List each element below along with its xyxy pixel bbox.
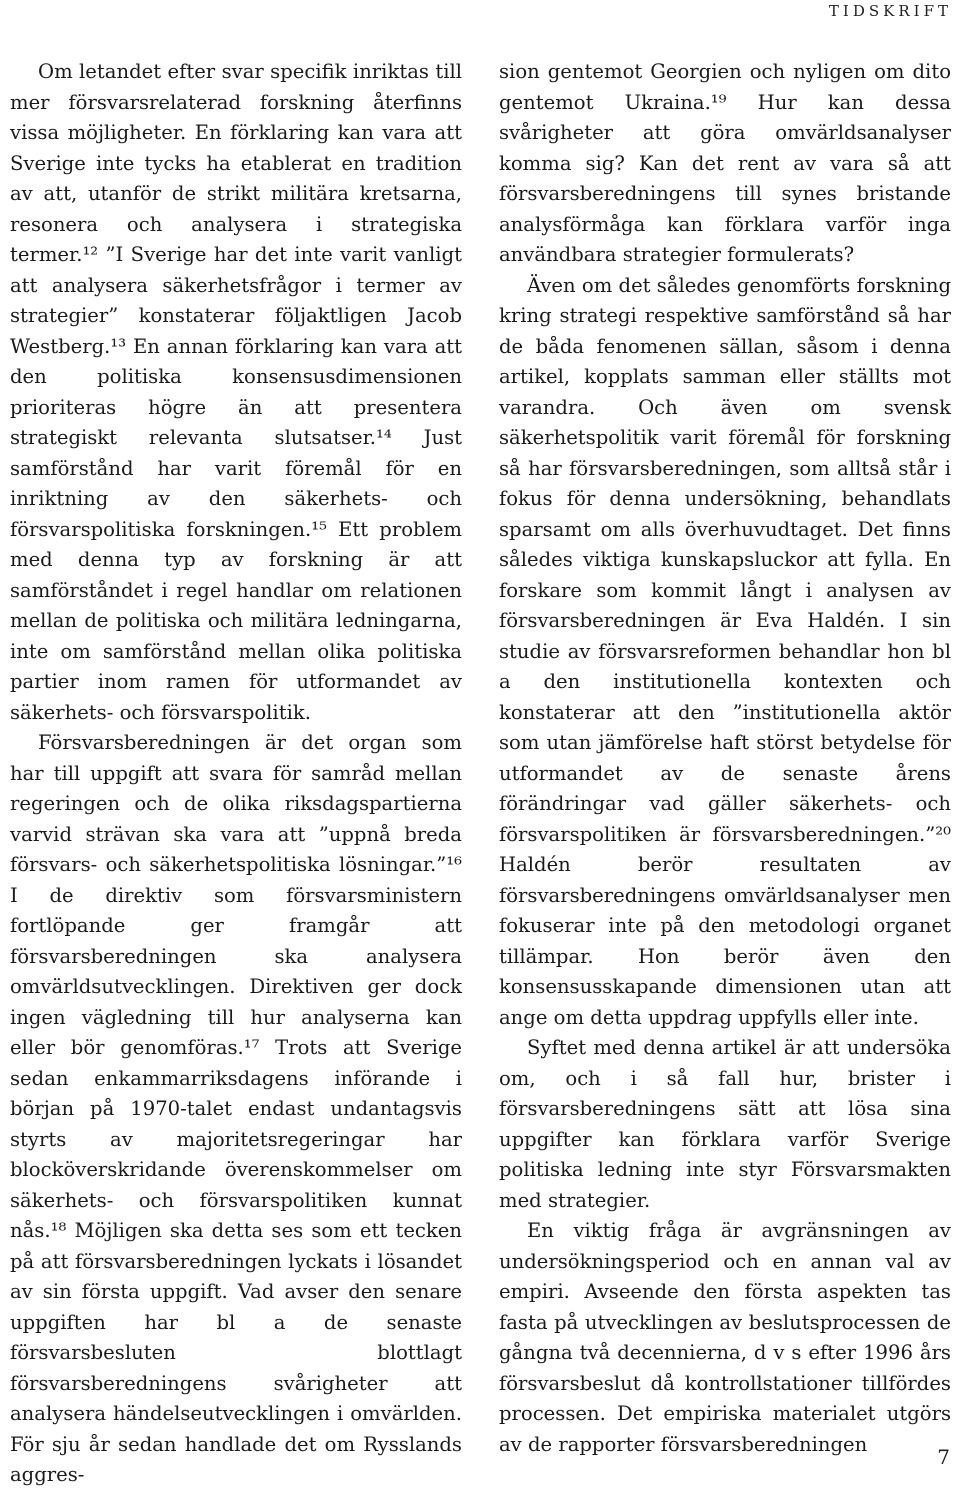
page-number: 7 [937,1445,950,1469]
right-column [499,57,951,1460]
running-header: TIDSKRIFT [828,2,952,20]
paragraph: Även om det således genomförts forskning kring strategi respektive samförstånd så har de båda fenomenen sällan, såsom i denna artikel, kopplats samman eller ställts mot varandra. Och även om svensk säkerhetspolitik varit föremål för forskning så har försvarsberedningen, som alltså står i fokus för denna undersökning, behandlats sparsamt om alls överhuvudtaget. Det finns således viktiga kunskapsluckor att fylla. En forskare som kommit långt i analysen av försvarsberedningen är Eva Haldén. I sin studie av försvarsreformen behandlar hon bl a den institutionella kontexten och konstaterar att den ”institutionella aktör som utan jämförelse haft störst betydelse för utformandet av de senaste årens förändringar vad gäller säkerhets- och försvarspolitiken är försvarsberedningen.”²⁰ Haldén berör resultaten av försvarsberedningens omvärldsanalyser men fokuserar inte på den metodologi organet tillämpar. Hon berör även den konsensusskapande dimensionen utan att ange om detta uppdrag uppfylls eller inte. [499,273,951,1029]
paragraph: En viktig fråga är avgränsningen av undersökningsperiod och en annan val av empiri. Avseende den första aspekten tas fasta på utvecklingen av beslutsprocessen de gångna två decennierna, d v s efter 1996 års försvarsbeslut då kontrollstationer tillfördes processen. Det empiriska materialet utgörs av de rapporter försvarsberedningen [499,1219,951,1456]
paragraph: Försvarsberedningen är det organ som har till uppgift att svara för samråd mellan regeringen och de olika riksdagspartierna varvid strävan ska vara att ”uppnå breda försvars- och säkerhetspolitiska lösningar.”¹⁶ I de direktiv som försvarsministern fortlöpande ger framgår att försvarsberedningen ska analysera omvärldsutvecklingen. Direktiven ger dock ingen vägledning till hur analyserna kan eller bör genomföras.¹⁷ Trots att Sverige sedan enkammarriksdagens införande i början på 1970-talet endast undantagsvis styrts av majoritetsregeringar har blocköverskridande överenskommelser om säkerhets- och försvarspolitiken kunnat nås.¹⁸ Möjligen ska detta ses som ett tecken på att försvarsberedningen lyckats i lösandet av sin första uppgift. Vad avser den senare uppgiften har bl a de senaste försvarsbesluten blottlagt försvarsberedningens svårigheter att analysera händelseutvecklingen i omvärlden. För sju år sedan handlade det om Rysslands aggres- [10,731,462,1486]
paragraph: Om letandet efter svar specifik inriktas till mer försvarsrelaterad forskning återfinns vissa möjligheter. En förklaring kan vara att Sverige inte tycks ha etablerat en tradition av att, utanför de strikt militära kretsarna, resonera och analysera i strategiska termer.¹² ”I Sverige har det inte varit vanligt att analysera säkerhetsfrågor i termer av strategier” konstaterar följaktligen Jacob Westberg.¹³ En annan förklaring kan vara att den politiska konsensusdimensionen prioriteras högre än att presentera strategiskt relevanta slutsatser.¹⁴ Just samförstånd har varit föremål för en inriktning av den säkerhets- och försvarspolitiska forskningen.¹⁵ Ett problem med denna typ av forskning är att samförståndet i regel handlar om relationen mellan de politiska och militära ledningarna, inte om samförstånd mellan olika politiska partier inom ramen för utformandet av säkerhets- och försvarspolitik. [10,60,462,724]
left-column [10,57,462,1491]
paragraph: Syftet med denna artikel är att undersöka om, och i så fall hur, brister i försvarsberedningens sätt att lösa sina uppgifter kan förklara varför Sverige politiska ledning inte styr Försvarsmakten med strategier. [499,1036,951,1212]
paragraph: sion gentemot Georgien och nyligen om dito gentemot Ukraina.¹⁹ Hur kan dessa svårigheter att göra omvärldsanalyser komma sig? Kan det rent av vara så att försvarsberedningens till synes bristande analysförmåga kan förklara varför inga användbara strategier formulerats? [499,60,951,266]
